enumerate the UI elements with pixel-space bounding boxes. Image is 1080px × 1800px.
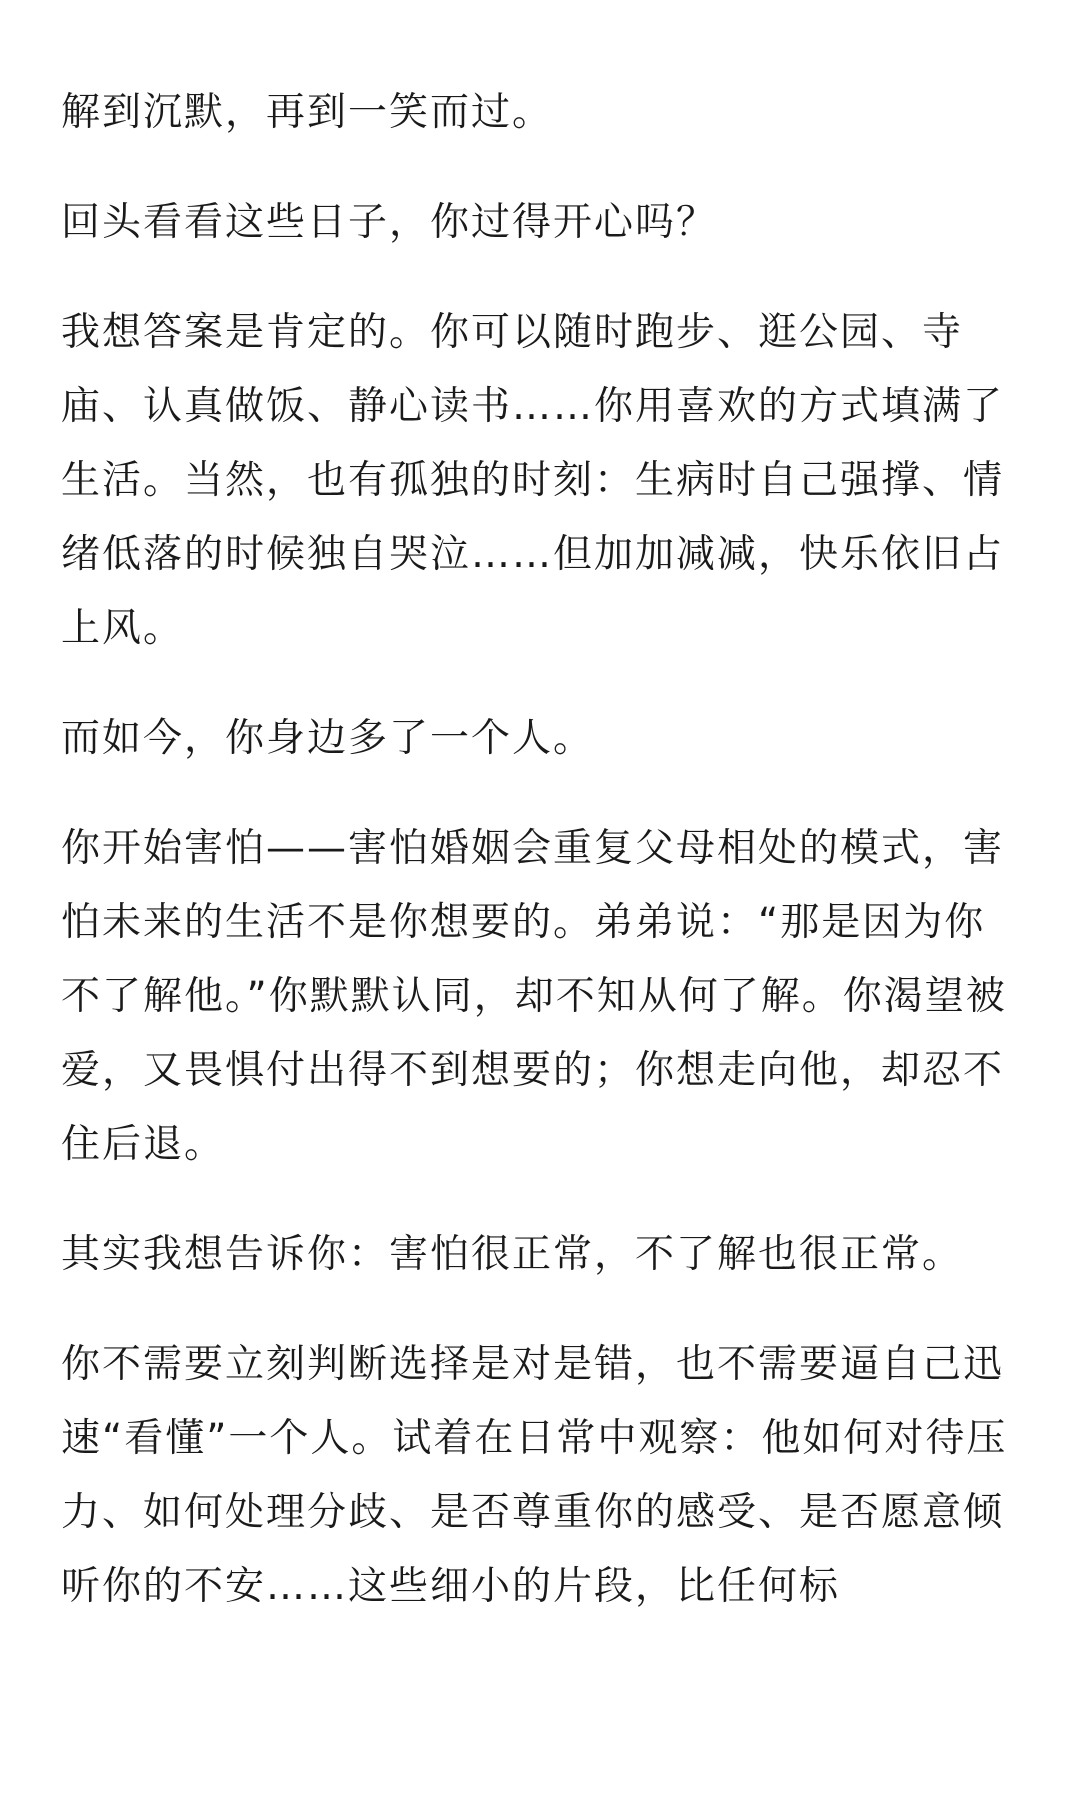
- paragraph: 回头看看这些日子，你过得开心吗？: [61, 200, 718, 245]
- paragraph: 我想答案是肯定的。你可以随时跑步、逛公园、寺庙、认真做饭、静心读书……你用喜欢的方式填满了生活。当然，也有孤独的时刻：生病时自己强撑、情绪低落的时候独自哭泣……但加加减减，快乐依旧占上风。: [61, 310, 1005, 651]
- paragraph: 而如今，你身边多了一个人。: [61, 716, 595, 761]
- paragraph: 你不需要立刻判断选择是对是错，也不需要逼自己迅速“看懂”一个人。试着在日常中观察：他如何对待压力、如何处理分歧、是否尊重你的感受、是否愿意倾听你的不安……这些细小的片段，比任何标: [61, 1342, 1008, 1609]
- paragraph: 你开始害怕——害怕婚姻会重复父母相处的模式，害怕未来的生活不是你想要的。弟弟说：“那是因为你不了解他。”你默默认同，却不知从何了解。你渴望被爱，又畏惧付出得不到想要的；你想走向他，却忍不住后退。: [61, 826, 1007, 1167]
- paragraph: 其实我想告诉你：害怕很正常，不了解也很正常。: [61, 1232, 964, 1277]
- paragraph: 解到沉默，再到一笑而过。: [61, 90, 554, 135]
